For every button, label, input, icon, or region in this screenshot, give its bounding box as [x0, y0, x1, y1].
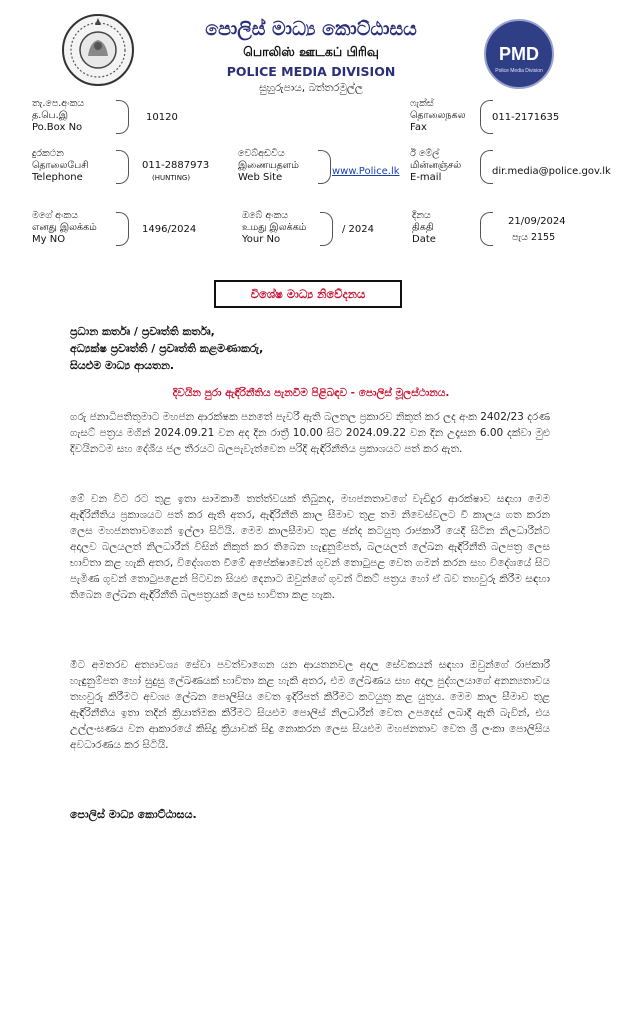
telephone-value: 011-2887973 — [142, 160, 210, 171]
body-paragraph-2: මේ වන විට රට තුළ ඉතා සාමකාමී තත්ත්වයක් තිබුනද, මහජනතාවගේ වැඩිදුර ආරක්ෂාව සඳහා මෙම ඇඳිරිනීතිය ප්‍රකාශයට පත් කර ඇති අතර, ඇඳිරිනීති කාල සීමාව තුළ තම නිවෙස්වලට වී කාලය ගත කරන ලෙස මහජනතාවගෙන් ඉල්ලා සිටියි. මෙම කාලසීමාව තුළ ඡන්ද කටයුතු රාජකාරී යෙදී සිටින නිලධාරීන්ට අදාලව බලයලත් නිලධාරීන් විසින් නිකුත් කර තිබෙන හැඳුනුම්පත්, බලයලත් ලේඛන ඇඳිරිනීති බලපත්‍ර ලෙස භාවිතා කළ හැකි අතර, විදේශගත වීමේ අපේක්ෂාවෙන් ගුවන් තොටුපළ වෙත ගමන් කරන සහ විදේශයේ සිට පැමිණ ගුවන් තොටුපළෙන් පිටවන සියළු දෙනාට ඔවුන්ගේ ගුවන් ටිකට් පත්‍රය හෝ ඒ බව තහවුරු කිරීම සඳහා තිබෙන ලේඛන ඇඳිරිනීති බලපත්‍රයක් ලෙස භාවිතා කළ හැක. — [70, 493, 550, 601]
your-no-brace — [320, 212, 333, 246]
addressee-line: අධ්‍යක්ෂ ප්‍රවෘත්ති / ප්‍රවෘත්ති කළමණාකරු, — [70, 342, 264, 355]
website-label: වෙබ්අඩවිය இணையதளம் Web Site — [238, 148, 299, 183]
header-title-sinhala: පොලිස් මාධ්‍ය කොට්ඨාසය — [205, 18, 417, 40]
date-brace — [480, 212, 493, 246]
body-paragraph-1: ගරු ජනාධිපතිතුමාට මහජන ආරක්ෂක පනතේ පැවරී ඇති බලතල ප්‍රකාරව නිකුත් කර ලද අංක 2402/23 දරණ ගැසට් පත්‍රය මගින් 2024.09.21 වන අද දින රාත්‍රී 10.00 සිට 2024.09.22 වන දින උදෑසන 6.00 දක්වා මුළු දිවයිනටම සහ දේශීය ජල තීරයට බලපැවැත්වෙන පරිදි ඇඳිරිනීතිය ප්‍රකාශයට පත් කර ඇත. — [70, 411, 550, 455]
date-value: 21/09/2024 — [508, 216, 566, 227]
website-brace — [318, 150, 331, 184]
pmd-logo-text: PMD — [499, 44, 539, 64]
addressee-line: ප්‍රධාන කර්තෘ / ප්‍රවෘත්ති කර්තෘ, — [70, 325, 215, 338]
email-value: dir.media@police.gov.lk — [492, 166, 611, 177]
my-no-value: 1496/2024 — [142, 224, 197, 235]
pmd-logo — [483, 18, 555, 90]
telephone-label: දුරකථන தொலைபேசி Telephone — [32, 148, 89, 183]
pmd-logo-subtext: Police Media Division — [495, 68, 543, 74]
header-title-tamil: பொலிஸ் ஊடகப் பிரிவு — [243, 44, 379, 59]
pobox-value: 10120 — [146, 112, 178, 123]
signature: පොලිස් මාධ්‍ය කොට්ඨාසය. — [70, 808, 197, 821]
my-no-brace — [116, 212, 129, 246]
pobox-label: තැ.පෙ.අංකය த.பெ.இ Po.Box No — [32, 98, 85, 133]
header-title-english: POLICE MEDIA DIVISION — [226, 64, 396, 79]
telephone-brace — [116, 150, 129, 184]
notice-title: විශේෂ මාධ්‍ය නිවේදනය — [214, 280, 402, 308]
email-label: ඊ මේල් மின்னஞ்சல் E-mail — [410, 148, 462, 183]
website-link[interactable]: www.Police.lk — [332, 166, 400, 177]
my-no-label: මගේ අංකය எனது இலக்கம் My NO — [32, 210, 97, 245]
time-value: 2155 — [530, 232, 556, 243]
fax-label: ෆැක්ස් தொலைநகல Fax — [410, 98, 466, 133]
body-paragraph-3: මීට අමතරව අත්‍යාවශ්‍ය සේවා පවත්වාගෙන යන ආයතනවල අදාල සේවකයන් සඳහා ඔවුන්ගේ රාජකාරී හැඳුනුම්පත හෝ සුදුසු ලේඛණයක් භාවිතා කළ හැකි අතර, එම ලේඛණය සහ අදාල පුද්ගලයාගේ අනන්‍යතාවය තහවුරු කිරීමට අවශ්‍ය ලේඛන පොලිසිය වෙත ඉදිරිපත් කිරීමට කටයුතු කළ යුතුය. මෙම කාල සීමාව තුළ ඇඳිරිනීතිය ඉතා තදින් ක්‍රියාත්මක කිරීමට සියළුම පොලිස් නිලධාරීන් වෙත උපදෙස් ලබාදී ඇති බැවින්, එය උල්ලංඝණය වන ආකාරයේ කිසිදු ක්‍රියාවක් සිදු නොකරන ලෙස සියළුම මහජනතාව වෙත ශ්‍රී ලංකා පොලිසිය අවධාරණය කර සිටියි. — [70, 659, 550, 751]
date-label: දිනය திகதி Date — [412, 210, 436, 245]
time-label: පැය — [512, 232, 528, 243]
header-address: සුහුරුපාය, බත්තරමුල්ල — [259, 82, 363, 94]
telephone-note: (HUNTING) — [152, 174, 191, 182]
addressee-line: සියළුම මාධ්‍ය ආයතන. — [70, 359, 175, 372]
addressee-block — [70, 323, 263, 374]
your-no-value: / 2024 — [342, 224, 374, 235]
notice-subject: දිවයින පුරා ඇඳිරිනීතිය පැනවීම පිළිබඳව - පොලිස් මූලස්ථානය. — [172, 387, 450, 399]
fax-value: 011-2171635 — [492, 112, 560, 123]
time-line — [512, 232, 555, 243]
pobox-brace — [116, 100, 129, 134]
your-no-label: ඔබේ අංකය உமது இலக்கம் Your No — [242, 210, 307, 245]
